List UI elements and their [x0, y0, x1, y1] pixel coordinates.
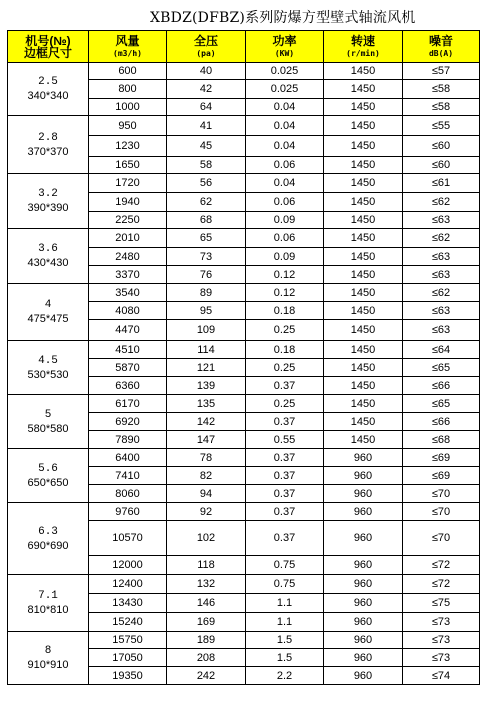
power-cell: 0.04 [246, 136, 324, 157]
pressure-cell: 62 [167, 193, 246, 212]
frame-size: 390*390 [27, 202, 69, 214]
model-number: 4 [44, 299, 52, 311]
model-cell [8, 174, 89, 229]
speed-cell: 960 [324, 594, 403, 613]
airflow-cell: 3370 [89, 266, 167, 284]
model-number: 8 [44, 645, 52, 657]
speed-cell: 1450 [324, 193, 403, 212]
speed-cell: 1450 [324, 395, 403, 413]
airflow-cell: 800 [89, 80, 167, 99]
model-number: 6.3 [38, 525, 58, 538]
model-cell [8, 63, 89, 116]
noise-cell: ≤63 [403, 248, 480, 266]
noise-cell: ≤70 [403, 503, 480, 521]
noise-cell: ≤61 [403, 174, 480, 193]
model-number: 7.1 [38, 590, 58, 602]
speed-cell: 960 [324, 503, 403, 521]
speed-cell: 1450 [324, 302, 403, 320]
speed-cell: 960 [324, 467, 403, 485]
noise-cell: ≤62 [403, 193, 480, 212]
speed-cell: 960 [324, 521, 403, 556]
pressure-cell: 132 [167, 575, 246, 594]
table-header-row [8, 31, 480, 63]
noise-cell: ≤66 [403, 413, 480, 431]
table-row [8, 341, 480, 359]
noise-cell: ≤62 [403, 229, 480, 248]
power-cell: 0.06 [246, 157, 324, 174]
pressure-cell: 189 [167, 632, 246, 649]
airflow-cell: 7890 [89, 431, 167, 449]
speed-cell: 960 [324, 649, 403, 667]
power-cell: 0.12 [246, 266, 324, 284]
power-cell: 1.1 [246, 613, 324, 632]
airflow-cell: 9760 [89, 503, 167, 521]
noise-cell: ≤63 [403, 320, 480, 341]
airflow-cell: 4470 [89, 320, 167, 341]
table-row [8, 284, 480, 302]
noise-cell: ≤55 [403, 116, 480, 136]
pressure-cell: 82 [167, 467, 246, 485]
pressure-cell: 169 [167, 613, 246, 632]
header-speed: 转速 (r/min) [324, 31, 403, 63]
pressure-cell: 58 [167, 157, 246, 174]
airflow-cell: 1940 [89, 193, 167, 212]
speed-cell: 1450 [324, 136, 403, 157]
airflow-cell: 2480 [89, 248, 167, 266]
model-cell [8, 395, 89, 449]
pressure-cell: 146 [167, 594, 246, 613]
header-noise: 噪音 dB(A) [403, 31, 480, 63]
pressure-cell: 42 [167, 80, 246, 99]
power-cell: 0.25 [246, 395, 324, 413]
noise-cell: ≤63 [403, 302, 480, 320]
speed-cell: 960 [324, 556, 403, 575]
noise-cell: ≤68 [403, 431, 480, 449]
airflow-cell: 4510 [89, 341, 167, 359]
power-cell: 0.55 [246, 431, 324, 449]
speed-cell: 1450 [324, 377, 403, 395]
power-cell: 0.025 [246, 80, 324, 99]
table-row [8, 449, 480, 467]
power-cell: 0.18 [246, 341, 324, 359]
power-cell: 0.37 [246, 467, 324, 485]
model-cell [8, 632, 89, 685]
pressure-cell: 109 [167, 320, 246, 341]
model-cell [8, 229, 89, 284]
power-cell: 0.12 [246, 284, 324, 302]
noise-cell: ≤72 [403, 556, 480, 575]
noise-cell: ≤62 [403, 284, 480, 302]
frame-size: 340*340 [27, 90, 69, 102]
noise-cell: ≤73 [403, 613, 480, 632]
table-title-bar [0, 0, 486, 30]
noise-cell: ≤75 [403, 594, 480, 613]
power-cell: 0.04 [246, 174, 324, 193]
frame-size: 530*530 [27, 368, 69, 381]
model-cell [8, 341, 89, 395]
power-cell: 2.2 [246, 667, 324, 685]
airflow-cell: 12000 [89, 556, 167, 575]
power-cell: 0.04 [246, 116, 324, 136]
noise-cell: ≤70 [403, 485, 480, 503]
pressure-cell: 139 [167, 377, 246, 395]
pressure-cell: 78 [167, 449, 246, 467]
power-cell: 1.5 [246, 632, 324, 649]
airflow-cell: 10570 [89, 521, 167, 556]
power-cell: 0.37 [246, 449, 324, 467]
speed-cell: 1450 [324, 157, 403, 174]
noise-cell: ≤60 [403, 136, 480, 157]
speed-cell: 960 [324, 449, 403, 467]
noise-cell: ≤65 [403, 359, 480, 377]
speed-cell: 960 [324, 613, 403, 632]
power-cell: 0.18 [246, 302, 324, 320]
frame-size: 650*650 [27, 476, 69, 489]
power-cell: 0.37 [246, 503, 324, 521]
pressure-cell: 95 [167, 302, 246, 320]
power-cell: 0.25 [246, 359, 324, 377]
fan-spec-table [7, 30, 480, 685]
table-row [8, 229, 480, 248]
power-cell: 0.37 [246, 377, 324, 395]
model-number: 5.6 [38, 462, 58, 475]
table-row [8, 632, 480, 649]
pressure-cell: 76 [167, 266, 246, 284]
frame-size: 580*580 [27, 422, 69, 435]
airflow-cell: 13430 [89, 594, 167, 613]
speed-cell: 960 [324, 485, 403, 503]
airflow-cell: 7410 [89, 467, 167, 485]
header-power: 功率 (KW) [246, 31, 324, 63]
airflow-cell: 1720 [89, 174, 167, 193]
table-row [8, 174, 480, 193]
pressure-cell: 147 [167, 431, 246, 449]
power-cell: 0.37 [246, 413, 324, 431]
model-number: 2.5 [38, 76, 58, 88]
pressure-cell: 92 [167, 503, 246, 521]
airflow-cell: 6400 [89, 449, 167, 467]
noise-cell: ≤60 [403, 157, 480, 174]
pressure-cell: 89 [167, 284, 246, 302]
noise-cell: ≤63 [403, 266, 480, 284]
airflow-cell: 6920 [89, 413, 167, 431]
power-cell: 0.06 [246, 193, 324, 212]
noise-cell: ≤73 [403, 649, 480, 667]
noise-cell: ≤57 [403, 63, 480, 80]
airflow-cell: 15240 [89, 613, 167, 632]
noise-cell: ≤74 [403, 667, 480, 685]
noise-cell: ≤66 [403, 377, 480, 395]
airflow-cell: 1650 [89, 157, 167, 174]
pressure-cell: 73 [167, 248, 246, 266]
airflow-cell: 2250 [89, 212, 167, 229]
airflow-cell: 950 [89, 116, 167, 136]
model-cell [8, 449, 89, 503]
speed-cell: 1450 [324, 99, 403, 116]
airflow-cell: 600 [89, 63, 167, 80]
pressure-cell: 118 [167, 556, 246, 575]
header-pressure: 全压 (pa) [167, 31, 246, 63]
pressure-cell: 208 [167, 649, 246, 667]
airflow-cell: 12400 [89, 575, 167, 594]
table-row [8, 395, 480, 413]
frame-size: 690*690 [27, 539, 69, 552]
frame-size: 910*910 [27, 659, 69, 671]
frame-size: 430*430 [27, 257, 69, 269]
speed-cell: 1450 [324, 80, 403, 99]
noise-cell: ≤58 [403, 99, 480, 116]
airflow-cell: 1230 [89, 136, 167, 157]
speed-cell: 1450 [324, 248, 403, 266]
power-cell: 0.06 [246, 229, 324, 248]
speed-cell: 1450 [324, 284, 403, 302]
power-cell: 0.37 [246, 485, 324, 503]
power-cell: 0.09 [246, 212, 324, 229]
power-cell: 0.025 [246, 63, 324, 80]
noise-cell: ≤65 [403, 395, 480, 413]
speed-cell: 1450 [324, 174, 403, 193]
power-cell: 1.5 [246, 649, 324, 667]
pressure-cell: 242 [167, 667, 246, 685]
airflow-cell: 4080 [89, 302, 167, 320]
speed-cell: 1450 [324, 266, 403, 284]
airflow-cell: 8060 [89, 485, 167, 503]
model-number: 2.8 [38, 131, 58, 144]
speed-cell: 1450 [324, 413, 403, 431]
speed-cell: 1450 [324, 116, 403, 136]
pressure-cell: 65 [167, 229, 246, 248]
airflow-cell: 5870 [89, 359, 167, 377]
airflow-cell: 15750 [89, 632, 167, 649]
table-row [8, 63, 480, 80]
airflow-cell: 17050 [89, 649, 167, 667]
pressure-cell: 142 [167, 413, 246, 431]
header-airflow: 风量 (m3/h) [89, 31, 167, 63]
header-model: 机号(№) 边框尺寸 [8, 31, 89, 63]
pressure-cell: 135 [167, 395, 246, 413]
power-cell: 0.04 [246, 99, 324, 116]
pressure-cell: 94 [167, 485, 246, 503]
model-cell [8, 116, 89, 174]
power-cell: 0.75 [246, 556, 324, 575]
model-number: 5 [44, 408, 52, 421]
speed-cell: 1450 [324, 341, 403, 359]
airflow-cell: 2010 [89, 229, 167, 248]
frame-size: 810*810 [27, 604, 69, 616]
airflow-cell: 1000 [89, 99, 167, 116]
page-title: XBDZ(DFBZ)系列防爆方型壁式轴流风机 [150, 10, 416, 26]
pressure-cell: 121 [167, 359, 246, 377]
noise-cell: ≤58 [403, 80, 480, 99]
speed-cell: 1450 [324, 212, 403, 229]
airflow-cell: 6170 [89, 395, 167, 413]
speed-cell: 1450 [324, 431, 403, 449]
speed-cell: 1450 [324, 320, 403, 341]
speed-cell: 1450 [324, 229, 403, 248]
table-row [8, 116, 480, 136]
speed-cell: 1450 [324, 359, 403, 377]
noise-cell: ≤73 [403, 632, 480, 649]
pressure-cell: 68 [167, 212, 246, 229]
pressure-cell: 102 [167, 521, 246, 556]
power-cell: 0.75 [246, 575, 324, 594]
frame-size: 475*475 [27, 313, 69, 325]
pressure-cell: 114 [167, 341, 246, 359]
airflow-cell: 19350 [89, 667, 167, 685]
airflow-cell: 6360 [89, 377, 167, 395]
model-cell [8, 503, 89, 575]
model-number: 3.6 [38, 243, 58, 255]
speed-cell: 960 [324, 575, 403, 594]
noise-cell: ≤69 [403, 449, 480, 467]
pressure-cell: 40 [167, 63, 246, 80]
table-row [8, 575, 480, 594]
noise-cell: ≤70 [403, 521, 480, 556]
power-cell: 0.09 [246, 248, 324, 266]
noise-cell: ≤64 [403, 341, 480, 359]
power-cell: 1.1 [246, 594, 324, 613]
pressure-cell: 56 [167, 174, 246, 193]
frame-size: 370*370 [27, 145, 69, 158]
model-cell [8, 575, 89, 632]
noise-cell: ≤63 [403, 212, 480, 229]
model-number: 4.5 [38, 354, 58, 367]
table-body [8, 63, 480, 685]
power-cell: 0.37 [246, 521, 324, 556]
noise-cell: ≤69 [403, 467, 480, 485]
pressure-cell: 45 [167, 136, 246, 157]
speed-cell: 1450 [324, 63, 403, 80]
model-cell [8, 284, 89, 341]
model-number: 3.2 [38, 188, 58, 200]
table-row [8, 503, 480, 521]
speed-cell: 960 [324, 667, 403, 685]
speed-cell: 960 [324, 632, 403, 649]
power-cell: 0.25 [246, 320, 324, 341]
noise-cell: ≤72 [403, 575, 480, 594]
pressure-cell: 64 [167, 99, 246, 116]
pressure-cell: 41 [167, 116, 246, 136]
airflow-cell: 3540 [89, 284, 167, 302]
